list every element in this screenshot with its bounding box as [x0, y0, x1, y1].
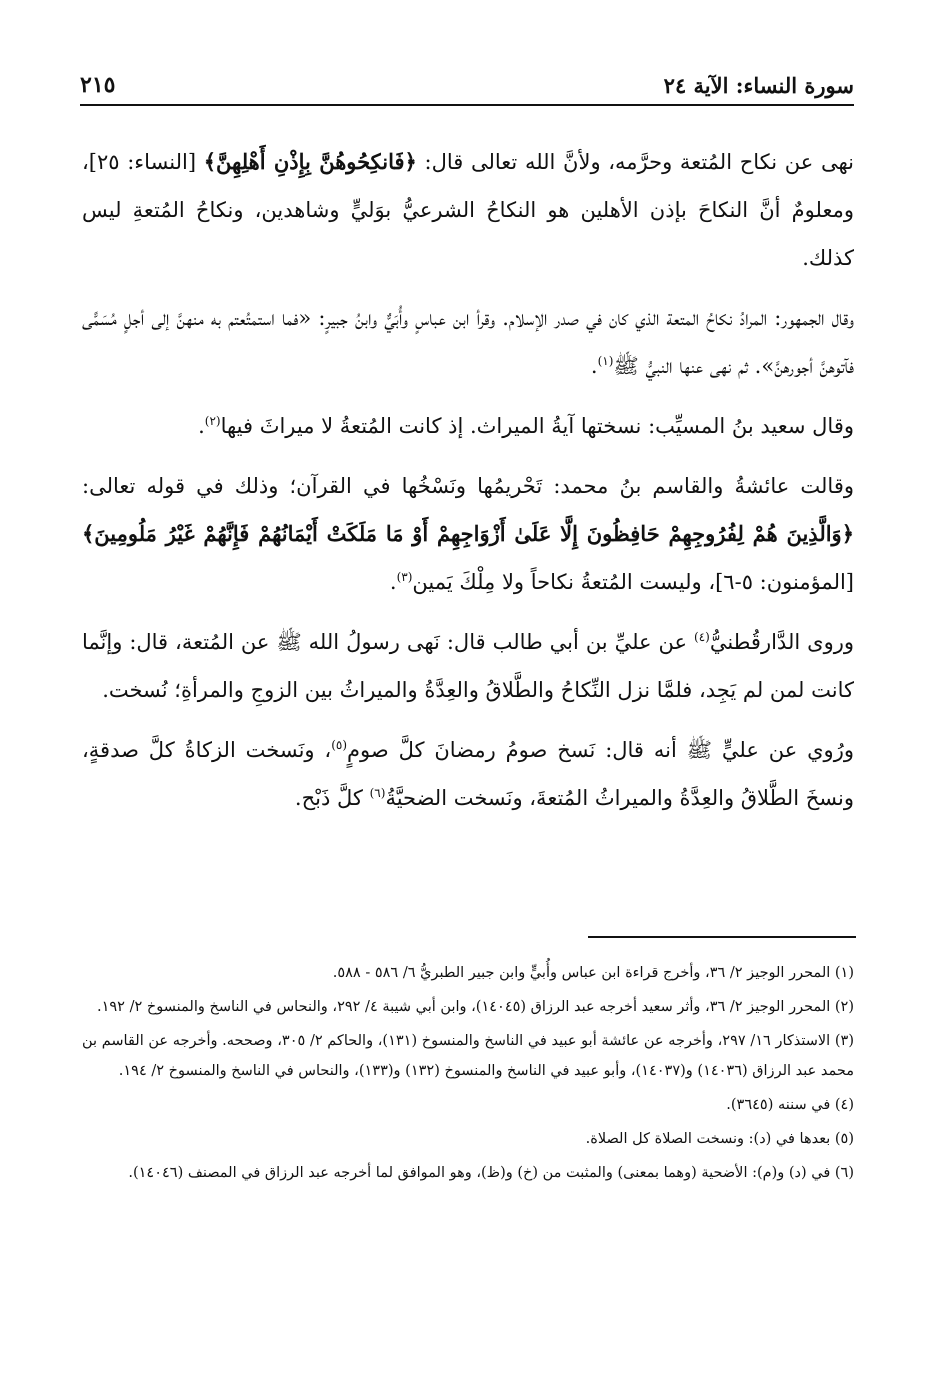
footnotes	[82, 958, 854, 1192]
paragraph	[82, 402, 854, 450]
footnote: (٥) بعدها في (د): ونسخت الصلاة كل الصلاة.	[585, 1131, 854, 1147]
page-header	[80, 60, 854, 106]
text-segment: .	[198, 414, 205, 438]
paragraph	[82, 462, 854, 606]
main-text	[82, 138, 854, 834]
text-segment: وقال الجمهور: المرادُ نكاحُ المتعة الذي كان في صدر الإسلام. وقرأ ابن عباسٍ وأُبَيٌّ وابنُ جبيرٍ: «فما استمتُعتم به منهنَّ إلى أجلٍ مُسَمًّى فآتوهنَّ أجورهنَّ». ثم نهى عنها النبيُّ ﷺ	[82, 306, 854, 378]
text-segment: وقال سعيد بنُ المسيِّب: نسختها آيةُ الميراث. إذ كانت المُتعةُ لا ميراثَ فيها	[220, 414, 854, 438]
footnote-ref: (٦)	[369, 786, 386, 800]
paragraph	[82, 726, 854, 822]
running-title: سورة النساء: الآية ٢٤	[663, 73, 854, 98]
footnote: (٣) الاستذكار ١٦/ ٢٩٧، وأخرجه عن عائشة أبو عبيد في الناسخ والمنسوخ (١٣١)، والحاكم ٢/ ٣٠٥، وصححه. وأخرجه عن القاسم بن محمد عبد الرزاق (١٤٠٣٦) و(١٤٠٣٧)، وأبو عبيد في الناسخ والمنسوخ (١٣٢) و(١٣٣)، والنحاس في الناسخ والمنسوخ ٢/ ١٩٤.	[82, 1033, 854, 1079]
text-segment: كلَّ ذَبْح.	[294, 786, 370, 810]
footnote-ref: (٣)	[396, 570, 413, 584]
paragraph	[82, 138, 854, 282]
text-segment: نهى عن نكاح المُتعة وحرَّمه، ولأنَّ الله تعالى قال:	[416, 150, 854, 174]
footnote: (٢) المحرر الوجيز ٢/ ٣٦، وأثر سعيد أخرجه عبد الرزاق (١٤٠٤٥)، وابن أبي شيبة ٤/ ٢٩٢، والنحاس في الناسخ والمنسوخ ٢/ ١٩٢.	[97, 999, 854, 1015]
paragraph	[82, 294, 854, 390]
footnote: (٦) في (د) و(م): الأضحية (وهما بمعنى) والمثبت من (خ) و(ظ)، وهو الموافق لما أخرجه عبد الرزاق في المصنف (١٤٠٤٦).	[128, 1165, 854, 1181]
page-number: ٢١٥	[80, 72, 116, 98]
quran-verse: ﴿وَالَّذِينَ هُمْ لِفُرُوجِهِمْ حَافِظُونَ إِلَّا عَلَىٰ أَزْوَاجِهِمْ أَوْ مَا مَلَكَتْ أَيْمَانُهُمْ فَإِنَّهُمْ غَيْرُ مَلُومِينَ﴾	[82, 521, 854, 546]
text-segment: .	[590, 354, 598, 378]
text-segment: وقالت عائشةُ والقاسم بنُ محمد: تَحْريمُها ونَسْخُها في القرآن؛ وذلك في قوله تعالى:	[82, 474, 854, 498]
quran-verse: ﴿فَانكِحُوهُنَّ بِإِذْنِ أَهْلِهِنَّ﴾	[203, 149, 417, 174]
text-segment: ، ونَسخت الزكاةُ كلَّ صدقةٍ، ونسخَ الطَّلاقُ والعِدَّةُ والميراثُ المُتعةَ، ونَسخت الضحيَّةُ	[82, 738, 854, 810]
text-segment: [المؤمنون: ٥-٦]، وليست المُتعةُ نكاحاً ولا مِلْكَ يَمين	[412, 570, 854, 594]
footnote-ref: (٢)	[204, 414, 221, 428]
footnote: (٤) في سننه (٣٦٤٥).	[726, 1097, 854, 1113]
footnote-ref: (٥)	[331, 738, 348, 752]
text-segment: .	[389, 570, 397, 594]
footnote: (١) المحرر الوجيز ٢/ ٣٦، وأخرج قراءة ابن عباس وأُبيٍّ وابن جبير الطبريُّ ٦/ ٥٨٦ - ٥٨٨.	[332, 965, 854, 981]
footnote-ref: (١)	[597, 354, 614, 368]
text-segment: عن عليِّ بن أبي طالب قال: نَهى رسولُ الله ﷺ عن المُتعة، قال: وإنَّما كانت لمن لم يَجِد، فلمَّا نزل النِّكاحُ والطَّلاقُ والعِدَّةُ والميراثُ بين الزوجِ والمرأةِ؛ نُسخت.	[82, 630, 854, 702]
paragraph	[82, 618, 854, 714]
footnote-ref: (٤)	[694, 630, 710, 644]
text-segment: [النساء: ٢٥]، ومعلومٌ أنَّ النكاحَ بإذن الأهلين هو النكاحُ الشرعيُّ بوَليٍّ وشاهدين، ونكاحُ المُتعةِ ليس كذلك.	[82, 150, 854, 270]
footnote-separator	[588, 936, 856, 938]
text-segment: ورُوي عن عليٍّ ﷺ أنه قال: نَسخ صومُ رمضانَ كلَّ صومٍ	[347, 738, 854, 762]
text-segment: وروى الدَّارقُطنيُّ	[709, 630, 854, 654]
